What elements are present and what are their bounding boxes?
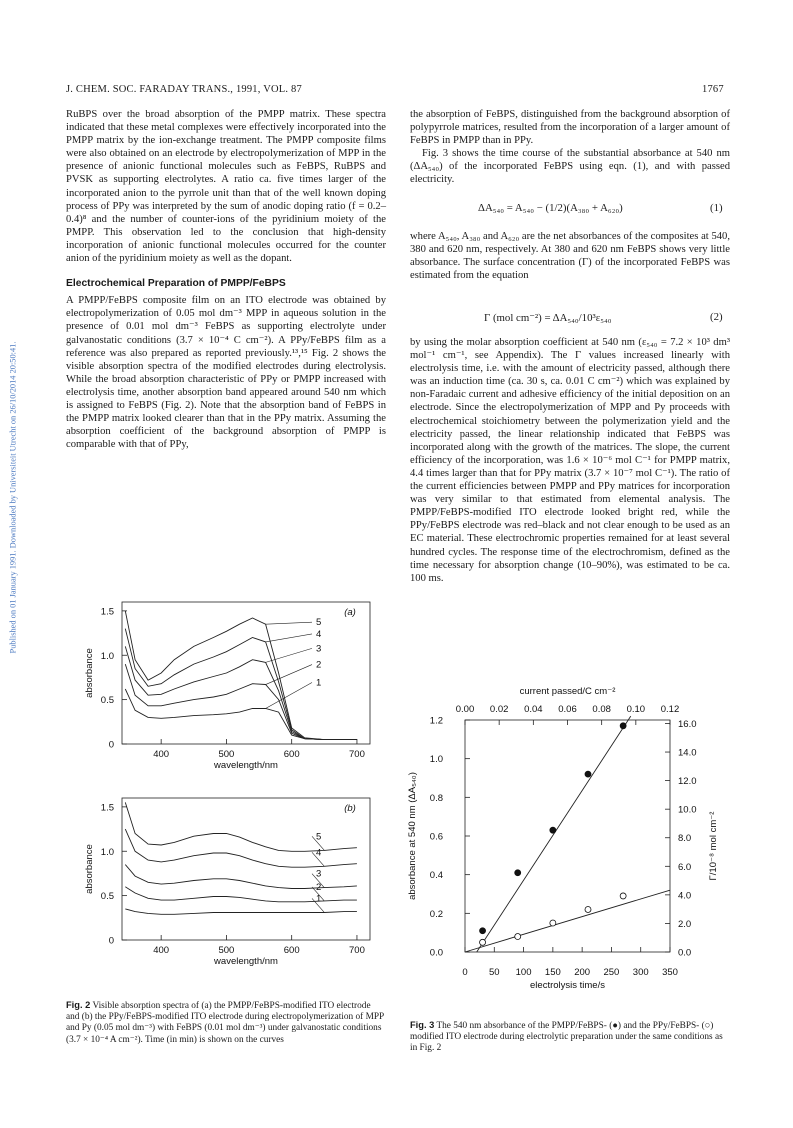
data-point <box>620 723 626 729</box>
x-tick-label: 250 <box>603 967 620 978</box>
curve-leader <box>266 683 312 709</box>
curve-label: 3 <box>316 643 322 655</box>
curve-leader <box>266 665 312 685</box>
right-tick-label: 16.0 <box>678 718 697 730</box>
running-header: J. CHEM. SOC. FARADAY TRANS., 1991, VOL. 87 <box>66 84 302 95</box>
right-column-mid <box>410 230 730 282</box>
y-tick-label: 1.2 <box>429 715 443 727</box>
data-point <box>620 893 626 899</box>
caption-label: Fig. 3 <box>410 1020 435 1030</box>
top-axis-label: current passed/C cm⁻² <box>519 686 616 697</box>
figure-3-caption <box>410 1020 730 1055</box>
paragraph: A PMPP/FeBPS composite film on an ITO electrode was obtained by electropolymerization of 0.05 mol dm⁻³ MPP in aqueous solution in the presence of 0.01 mol dm⁻³ FeBPS as supporting electrolyte under galvanostatic conditions (3.7 × 10⁻⁴ C cm⁻²). A PPy/FeBPS film as a reference was also prepared as reported previously.¹³,¹⁵ Fig. 2 shows the visible absorption spectra of the modified electrodes during electrolysis. While the broad absorption characteristic of PPy or PMPP increased with electrolysis time, another absorption band appeared around 540 nm which is assigned to FeBPS (Fig. 2). Note that the absorption band of FeBPS in the PMPP matrix looked clearer than that in the PPy matrix. Assuming the absorption coefficient of the background absorption of PMPP is comparable with that of PPy, <box>66 295 386 451</box>
y-axis-label: absorbance at 540 nm (ΔA₅₄₀) <box>407 772 418 900</box>
plot-frame <box>465 720 670 952</box>
data-point <box>550 827 556 833</box>
x-tick-label: 700 <box>349 749 365 760</box>
caption-text: Visible absorption spectra of (a) the PMPP/FeBPS-modified ITO electrode and (b) the PPy/FeBPS-modified ITO electrode during electropolymerization of MPP and Py (0.05 mol dm⁻³) with FeBPS (0.01 mol dm⁻³) under galvanostatic conditions (3.7 × 10⁻⁴ A cm⁻²). Time (in min) is shown on the curves <box>66 1001 384 1045</box>
x-tick-label: 200 <box>574 967 591 978</box>
y-tick-label: 1.0 <box>100 846 114 858</box>
data-point <box>480 928 486 934</box>
y-tick-label: 0 <box>108 739 114 751</box>
right-tick-label: 2.0 <box>678 918 692 930</box>
x-tick-label: 0 <box>462 967 468 978</box>
curve-leader <box>266 634 312 642</box>
curve-label: 4 <box>316 628 322 640</box>
y-tick-label: 0.0 <box>429 947 443 959</box>
y-axis-label: absorbance <box>84 844 95 894</box>
x-tick-label: 600 <box>283 749 300 760</box>
x-tick-label: 50 <box>488 967 500 978</box>
plot-frame <box>122 602 370 744</box>
data-point <box>515 934 521 940</box>
equation-2: Γ (mol cm⁻²) = ΔA₅₄₀/10³ε₅₄₀ <box>484 312 612 324</box>
x-axis-label: electrolysis time/s <box>530 980 605 991</box>
curve-label: 1 <box>316 893 322 905</box>
x-tick-label: 300 <box>632 967 649 978</box>
right-tick-label: 0.0 <box>678 947 692 959</box>
y-axis-label: absorbance <box>84 648 95 698</box>
paragraph: RuBPS over the broad absorption of the PMPP matrix. These spectra indicated that these metal complexes were effectively incorporated into the PMPP matrix by the ion-exchange treatment. The PMPP composite films were also obtained on an electrode by electropolymerization of MPP in the presence of anionic functional molecules such as FeBPS, RuBPS and PVSK as supporting electrolytes. A ratio ca. five times larger of the incorporated anion to the pyrrole unit than that of the well known doping process of PPy was interpreted by the sum of anodic doping ratio (f = 0.2–0.4)⁸ and the number of counter-ions of the pyridinium moiety of the PMPP. This observation led to the conclusion that high-density incorporation of anionic functional molecules occurred for the counter anion of the pyridinium moiety as well as the dopant. <box>66 109 386 265</box>
left-column <box>66 108 386 451</box>
top-tick-label: 0.12 <box>660 704 680 715</box>
top-tick-label: 0.00 <box>455 704 475 715</box>
x-tick-label: 500 <box>218 749 235 760</box>
x-tick-label: 100 <box>515 967 532 978</box>
y-tick-label: 1.5 <box>100 802 114 814</box>
x-tick-label: 400 <box>153 749 170 760</box>
curve-label: 3 <box>316 868 322 880</box>
x-tick-label: 700 <box>349 945 365 956</box>
y-tick-label: 1.5 <box>100 606 114 618</box>
figure-2 <box>60 592 390 992</box>
spectrum-line <box>125 664 357 740</box>
spectrum-line <box>125 646 357 739</box>
fit-line <box>477 716 631 952</box>
right-column-bottom <box>410 336 730 585</box>
curve-label: 1 <box>316 677 322 689</box>
data-point <box>550 920 556 926</box>
right-tick-label: 8.0 <box>678 833 692 845</box>
spectrum-line <box>125 689 357 740</box>
curve-label: 4 <box>316 847 322 859</box>
x-tick-label: 150 <box>544 967 561 978</box>
curve-label: 5 <box>316 617 322 629</box>
fit-line <box>465 890 670 952</box>
top-tick-label: 0.06 <box>558 704 577 715</box>
curve-label: 2 <box>316 881 322 893</box>
y-tick-label: 1.0 <box>100 650 114 662</box>
x-tick-label: 350 <box>662 967 678 978</box>
caption-label: Fig. 2 <box>66 1000 91 1010</box>
y-tick-label: 0.4 <box>429 870 443 882</box>
spectrum-line <box>125 611 357 740</box>
curve-label: 5 <box>316 831 322 843</box>
curve-label: 2 <box>316 659 322 671</box>
equation-1: ΔA₅₄₀ = A₅₄₀ − (1/2)(A₃₈₀ + A₆₂₀) <box>478 202 623 214</box>
paragraph: where A₅₄₀, A₃₈₀ and A₆₂₀ are the net absorbances of the composites at 540, 380 and 620 nm, respectively. At 380 and 620 nm FeBPS shows very little absorbance. The surface concentration (Γ) of the incorporated FeBPS was estimated from the equation <box>410 231 730 282</box>
right-tick-label: 6.0 <box>678 861 692 873</box>
top-tick-label: 0.08 <box>592 704 611 715</box>
y-tick-label: 0.5 <box>100 891 114 903</box>
y-tick-label: 0.2 <box>429 908 443 920</box>
x-axis-label: wavelength/nm <box>214 760 278 771</box>
panel-label: (b) <box>344 803 356 814</box>
right-tick-label: 14.0 <box>678 747 697 759</box>
paragraph: Fig. 3 shows the time course of the substantial absorbance at 540 nm (ΔA₅₄₀) of the incorporated FeBPS using eqn. (1), and with passed electricity. <box>410 148 730 186</box>
data-point <box>585 771 591 777</box>
data-point <box>480 939 486 945</box>
right-tick-label: 10.0 <box>678 804 697 816</box>
y-tick-label: 0.8 <box>429 792 443 804</box>
curve-leader <box>266 622 312 624</box>
provenance-note: Published on 01 January 1991. Downloaded by Universiteit Utrecht on 26/10/2014 20:50:41. <box>8 341 18 654</box>
y-tick-label: 0 <box>108 935 114 947</box>
equation-2-number: (2) <box>710 311 723 323</box>
spectrum-line <box>125 887 357 905</box>
right-tick-label: 4.0 <box>678 890 692 902</box>
spectrum-line <box>125 629 357 740</box>
right-column-top <box>410 108 730 187</box>
x-axis-label: wavelength/nm <box>214 956 278 967</box>
right-tick-label: 12.0 <box>678 776 697 788</box>
paragraph: the absorption of FeBPS, distinguished from the background absorption of polypyrrole matrices, resulted from the incorporation of a larger amount of FeBPS in PMPP than in PPy. <box>410 109 730 147</box>
x-tick-label: 600 <box>283 945 300 956</box>
figure-3 <box>400 676 730 1006</box>
y-tick-label: 0.5 <box>100 695 114 707</box>
data-point <box>585 906 591 912</box>
spectrum-line <box>125 802 357 851</box>
data-point <box>515 870 521 876</box>
paragraph: by using the molar absorption coefficient at 540 nm (ε₅₄₀ = 7.2 × 10³ dm³ mol⁻¹ cm⁻¹, see Appendix). The Γ values increased linearly with electrolysis time, i.e. with the amount of electricity passed, although there was an induction time (ca. 30 s, ca. 0.01 C cm⁻²) which was explained by non-Faradaic current and adhesive efficiency of the initial deposition on an electrode. Since the electropolymerization of MPP and Py proceeds with electrochemical stoichiometry between the polymerization yield and the electricity passed, the linear relationship indicated that FeBPS was incorporated along with the growth of the matrices. The slope, the current efficiency of the incorporation, was 1.6 × 10⁻⁶ mol C⁻¹ for PMPP matrix, 4.4 times larger than that for PPy matrix (3.7 × 10⁻⁷ mol C⁻¹). The ratio of the current efficiencies between PMPP and PPy matrices for incorporation was very similar to that estimated from elemental analysis. The PMPP/FeBPS-modified ITO electrode looked bright red, while the PPy/FeBPS electrode was red–black and not clear enough to be used as an EC material. These electrochromic properties remained for at least several hundred cycles. The response time of the electrochromism, defined as the time necessary for absorption change (10–90%), was estimated to be ca. 100 ms. <box>410 337 730 584</box>
caption-text: The 540 nm absorbance of the PMPP/FeBPS- (●) and the PPy/FeBPS- (○) modified ITO electrode during electrolytic preparation under the same conditions as in Fig. 2 <box>410 1021 723 1054</box>
plot-frame <box>122 798 370 940</box>
page-number: 1767 <box>702 84 724 95</box>
equation-1-number: (1) <box>710 202 723 214</box>
top-tick-label: 0.02 <box>489 704 509 715</box>
y-tick-label: 1.0 <box>429 754 443 766</box>
figure-2-caption <box>66 1000 386 1046</box>
right-axis-label: Γ/10⁻⁸ mol cm⁻² <box>708 811 719 881</box>
top-tick-label: 0.04 <box>524 704 543 715</box>
x-tick-label: 400 <box>153 945 170 956</box>
x-tick-label: 500 <box>218 945 235 956</box>
top-tick-label: 0.10 <box>626 704 646 715</box>
y-tick-label: 0.6 <box>429 831 443 843</box>
panel-label: (a) <box>344 607 356 618</box>
section-title: Electrochemical Preparation of PMPP/FeBPS <box>66 278 286 290</box>
